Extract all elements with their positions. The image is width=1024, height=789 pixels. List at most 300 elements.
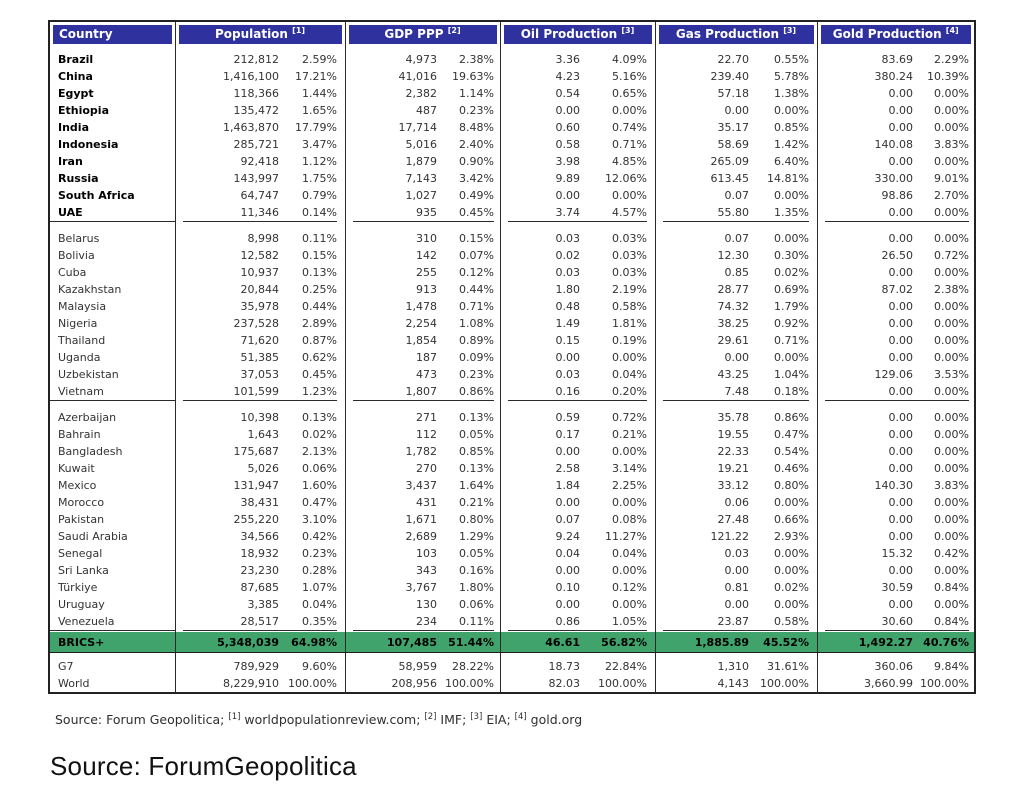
value-cell: 255,220 [233,513,279,526]
value-cell: 9.24 [555,530,580,543]
percent-cell: 0.00% [612,104,647,117]
value-cell: 935 [416,206,437,219]
value-cell: 1,643 [247,428,279,441]
value-cell: 82.03 [548,677,580,690]
value-cell: 38,431 [240,496,279,509]
percent-cell: 0.14% [302,206,337,219]
value-cell: 0.54 [555,87,580,100]
country-cell: Mexico [49,477,175,494]
percent-cell: 0.66% [774,513,809,526]
percent-cell: 0.71% [459,300,494,313]
value-cell: 2,254 [405,317,437,330]
percent-cell: 0.00% [934,300,969,313]
value-cell: 2,689 [405,530,437,543]
value-cell: 343 [416,564,437,577]
value-cell: 0.00 [888,300,913,313]
country-cell: Uganda [49,349,175,366]
percent-cell: 3.53% [934,368,969,381]
table-row [49,579,975,596]
value-cell: 26.50 [881,249,913,262]
value-cell: 0.59 [555,411,580,424]
percent-cell: 0.00% [774,547,809,560]
value-cell: 38.25 [717,317,749,330]
value-cell: 10,398 [240,411,279,424]
value-cell: 3.74 [555,206,580,219]
value-cell: 18,932 [240,547,279,560]
value-cell: 2.58 [555,462,580,475]
percent-cell: 0.86% [459,385,494,398]
value-cell: 5,016 [405,138,437,151]
value-cell: 11,346 [240,206,279,219]
value-cell: 0.00 [555,598,580,611]
percent-cell: 3.10% [302,513,337,526]
percent-cell: 4.85% [612,155,647,168]
percent-cell: 0.00% [612,351,647,364]
value-cell: 23,230 [240,564,279,577]
percent-cell: 0.04% [612,547,647,560]
value-cell: 15.32 [881,547,913,560]
table-row [49,68,975,85]
value-cell: 1.84 [555,479,580,492]
percent-cell: 2.93% [774,530,809,543]
footnote-ref: [1] [228,712,241,722]
value-cell: 0.07 [555,513,580,526]
footnote-ref: [3] [470,712,483,722]
value-cell: 118,366 [233,87,279,100]
value-cell: 0.00 [888,155,913,168]
country-cell: India [49,119,175,136]
country-cell: Uruguay [49,596,175,613]
value-cell: 208,956 [391,677,437,690]
value-cell: 0.16 [555,385,580,398]
country-cell: Russia [49,170,175,187]
percent-cell: 8.48% [459,121,494,134]
table-row [49,298,975,315]
percent-cell: 0.80% [459,513,494,526]
percent-cell: 1.79% [774,300,809,313]
country-cell: Pakistan [49,511,175,528]
table-row [49,264,975,281]
percent-cell: 3.42% [459,172,494,185]
country-cell: Bahrain [49,426,175,443]
percent-cell: 0.28% [302,564,337,577]
footnote-ref: [4] [945,25,959,35]
percent-cell: 0.00% [934,598,969,611]
percent-cell: 2.19% [612,283,647,296]
percent-cell: 0.00% [774,351,809,364]
percent-cell: 0.00% [774,496,809,509]
percent-cell: 1.04% [774,368,809,381]
table-row [49,596,975,613]
footnote-ref: [2] [424,712,437,722]
percent-cell: 0.05% [459,428,494,441]
percent-cell: 0.00% [934,428,969,441]
footnote-ref: [1] [292,25,306,35]
table-row [49,562,975,579]
value-cell: 17,714 [398,121,437,134]
value-cell: 98.86 [881,189,913,202]
country-cell: Nigeria [49,315,175,332]
percent-cell: 1.08% [459,317,494,330]
percent-cell: 1.42% [774,138,809,151]
table-row [49,477,975,494]
value-cell: 0.03 [555,368,580,381]
percent-cell: 0.92% [774,317,809,330]
value-cell: 0.00 [888,564,913,577]
footnote-ref: [3] [783,25,797,35]
value-cell: 380.24 [874,70,913,83]
value-cell: 28.77 [717,283,749,296]
percent-cell: 0.71% [774,334,809,347]
value-cell: 30.59 [881,581,913,594]
percent-cell: 1.23% [302,385,337,398]
percent-cell: 0.25% [302,283,337,296]
value-cell: 3,385 [247,598,279,611]
percent-cell: 56.82% [580,632,647,653]
value-cell: 7.48 [724,385,749,398]
percent-cell: 0.00% [934,462,969,475]
table-row [49,102,975,119]
percent-cell: 0.21% [459,496,494,509]
percent-cell: 1.75% [302,172,337,185]
value-cell: 0.58 [555,138,580,151]
value-cell: 34,566 [240,530,279,543]
percent-cell: 0.18% [774,385,809,398]
percent-cell: 17.79% [295,121,337,134]
percent-cell: 0.45% [459,206,494,219]
percent-cell: 0.08% [612,513,647,526]
group-separator [49,222,975,231]
percent-cell: 1.81% [612,317,647,330]
percent-cell: 0.00% [934,232,969,245]
value-cell: 0.07 [724,189,749,202]
table-row [49,632,975,653]
value-cell: 9.89 [555,172,580,185]
value-cell: 74.32 [717,300,749,313]
percent-cell: 1.29% [459,530,494,543]
value-cell: 0.03 [555,266,580,279]
percent-cell: 0.23% [302,547,337,560]
percent-cell: 1.60% [302,479,337,492]
percent-cell: 2.29% [934,53,969,66]
percent-cell: 0.03% [612,266,647,279]
percent-cell: 0.00% [612,496,647,509]
percent-cell: 0.00% [612,445,647,458]
country-cell: Morocco [49,494,175,511]
country-cell: Senegal [49,545,175,562]
percent-cell: 0.00% [934,513,969,526]
value-cell: 131,947 [233,479,279,492]
percent-cell: 12.06% [605,172,647,185]
value-cell: 0.00 [555,445,580,458]
country-cell: BRICS+ [49,632,175,653]
percent-cell: 0.90% [459,155,494,168]
value-cell: 0.10 [555,581,580,594]
value-cell: 0.00 [888,104,913,117]
value-cell: 41,016 [398,70,437,83]
table-row [49,511,975,528]
value-cell: 4,973 [405,53,437,66]
value-cell: 0.00 [724,598,749,611]
value-cell: 0.00 [888,411,913,424]
value-cell: 0.00 [888,206,913,219]
percent-cell: 100.00% [445,677,494,690]
value-cell: 121.22 [710,530,749,543]
value-cell: 12.30 [717,249,749,262]
column-header-gdp-ppp: GDP PPP [2] [345,21,500,46]
country-cell: Egypt [49,85,175,102]
percent-cell: 0.69% [774,283,809,296]
percent-cell: 0.45% [302,368,337,381]
table-row [49,613,975,631]
value-cell: 0.00 [888,351,913,364]
percent-cell: 0.16% [459,564,494,577]
country-cell: G7 [49,658,175,675]
value-cell: 71,620 [240,334,279,347]
country-cell: Iran [49,153,175,170]
data-table [48,20,976,694]
percent-cell: 100.00% [598,677,647,690]
value-cell: 0.00 [888,598,913,611]
percent-cell: 0.13% [302,266,337,279]
percent-cell: 0.00% [774,598,809,611]
value-cell: 0.00 [555,189,580,202]
value-cell: 46.61 [508,632,580,653]
percent-cell: 0.80% [774,479,809,492]
value-cell: 0.00 [555,351,580,364]
table-row [49,658,975,675]
column-header-population: Population [1] [175,21,345,46]
country-cell: Belarus [49,230,175,247]
value-cell: 1.80 [555,283,580,296]
value-cell: 0.00 [888,530,913,543]
percent-cell: 0.00% [774,104,809,117]
percent-cell: 17.21% [295,70,337,83]
value-cell: 1,027 [405,189,437,202]
value-cell: 103 [416,547,437,560]
value-cell: 1,885.89 [663,632,749,653]
country-cell: Ethiopia [49,102,175,119]
percent-cell: 0.85% [459,445,494,458]
country-cell: Azerbaijan [49,409,175,426]
percent-cell: 0.42% [302,530,337,543]
column-header-oil-production: Oil Production [3] [500,21,655,46]
value-cell: 3,767 [405,581,437,594]
value-cell: 0.00 [555,496,580,509]
country-cell: UAE [49,204,175,222]
percent-cell: 0.15% [302,249,337,262]
percent-cell: 0.06% [459,598,494,611]
percent-cell: 0.05% [459,547,494,560]
percent-cell: 0.00% [934,411,969,424]
percent-cell: 0.86% [774,411,809,424]
value-cell: 1,782 [405,445,437,458]
percent-cell: 0.00% [934,317,969,330]
value-cell: 0.86 [555,615,580,628]
table-row [49,119,975,136]
percent-cell: 0.11% [459,615,494,628]
percent-cell: 0.00% [934,206,969,219]
percent-cell: 0.00% [934,334,969,347]
percent-cell: 0.87% [302,334,337,347]
country-cell: Kuwait [49,460,175,477]
percent-cell: 0.19% [612,334,647,347]
table-row [49,247,975,264]
value-cell: 0.02 [555,249,580,262]
value-cell: 112 [416,428,437,441]
value-cell: 20,844 [240,283,279,296]
percent-cell: 100.00% [920,677,969,690]
value-cell: 1,463,870 [223,121,279,134]
value-cell: 87,685 [240,581,279,594]
percent-cell: 0.00% [612,189,647,202]
value-cell: 0.00 [724,564,749,577]
country-cell: South Africa [49,187,175,204]
percent-cell: 0.00% [934,564,969,577]
value-cell: 175,687 [233,445,279,458]
value-cell: 55.80 [717,206,749,219]
value-cell: 35,978 [240,300,279,313]
value-cell: 0.00 [555,564,580,577]
table-row [49,85,975,102]
column-header-gold-production: Gold Production [4] [817,21,975,46]
percent-cell: 45.52% [749,632,809,653]
table-row [49,51,975,68]
value-cell: 1,671 [405,513,437,526]
percent-cell: 0.44% [459,283,494,296]
percent-cell: 0.30% [774,249,809,262]
percent-cell: 0.89% [459,334,494,347]
table-header-row [49,21,975,46]
value-cell: 0.15 [555,334,580,347]
value-cell: 0.48 [555,300,580,313]
value-cell: 0.03 [724,547,749,560]
value-cell: 58,959 [398,660,437,673]
percent-cell: 0.00% [934,445,969,458]
percent-cell: 0.02% [302,428,337,441]
column-header-country: Country [49,21,175,46]
percent-cell: 0.35% [302,615,337,628]
percent-cell: 0.49% [459,189,494,202]
value-cell: 234 [416,615,437,628]
value-cell: 7,143 [405,172,437,185]
group-separator [49,401,975,410]
column-header-gas-production: Gas Production [3] [655,21,817,46]
footnote-ref: [4] [514,712,527,722]
percent-cell: 1.64% [459,479,494,492]
table-row [49,332,975,349]
value-cell: 0.00 [888,317,913,330]
percent-cell: 0.13% [302,411,337,424]
percent-cell: 0.72% [612,411,647,424]
percent-cell: 0.00% [934,496,969,509]
percent-cell: 0.20% [612,385,647,398]
percent-cell: 1.38% [774,87,809,100]
value-cell: 33.12 [717,479,749,492]
percent-cell: 4.57% [612,206,647,219]
percent-cell: 1.12% [302,155,337,168]
percent-cell: 40.76% [913,632,969,653]
percent-cell: 14.81% [767,172,809,185]
value-cell: 330.00 [874,172,913,185]
value-cell: 255 [416,266,437,279]
percent-cell: 2.89% [302,317,337,330]
percent-cell: 2.13% [302,445,337,458]
percent-cell: 5.16% [612,70,647,83]
value-cell: 10,937 [240,266,279,279]
value-cell: 92,418 [240,155,279,168]
percent-cell: 0.79% [302,189,337,202]
percent-cell: 4.09% [612,53,647,66]
country-cell: Venezuela [49,613,175,631]
value-cell: 187 [416,351,437,364]
value-cell: 19.21 [717,462,749,475]
percent-cell: 100.00% [760,677,809,690]
value-cell: 2,382 [405,87,437,100]
percent-cell: 0.62% [302,351,337,364]
percent-cell: 31.61% [767,660,809,673]
value-cell: 271 [416,411,437,424]
table-row [49,153,975,170]
value-cell: 0.06 [724,496,749,509]
value-cell: 1.49 [555,317,580,330]
value-cell: 58.69 [717,138,749,151]
percent-cell: 2.59% [302,53,337,66]
table-row [49,409,975,426]
table-row [49,675,975,693]
value-cell: 0.60 [555,121,580,134]
value-cell: 35.17 [717,121,749,134]
country-cell: Bangladesh [49,443,175,460]
table-row [49,494,975,511]
country-cell: Indonesia [49,136,175,153]
table-row [49,230,975,247]
footnote-ref: [3] [621,25,635,35]
percent-cell: 64.98% [279,632,337,653]
value-cell: 22.33 [717,445,749,458]
percent-cell: 11.27% [605,530,647,543]
percent-cell: 2.70% [934,189,969,202]
percent-cell: 0.00% [934,121,969,134]
country-cell: Saudi Arabia [49,528,175,545]
value-cell: 0.00 [555,104,580,117]
percent-cell: 0.00% [934,351,969,364]
percent-cell: 1.44% [302,87,337,100]
value-cell: 239.40 [710,70,749,83]
value-cell: 143,997 [233,172,279,185]
caption: Source: ForumGeopolitica [50,751,357,782]
value-cell: 0.00 [888,385,913,398]
value-cell: 51,385 [240,351,279,364]
percent-cell: 0.00% [612,564,647,577]
percent-cell: 0.00% [934,530,969,543]
percent-cell: 0.55% [774,53,809,66]
country-cell: Türkiye [49,579,175,596]
country-cell: China [49,68,175,85]
value-cell: 35.78 [717,411,749,424]
value-cell: 0.00 [888,121,913,134]
country-cell: Kazakhstan [49,281,175,298]
percent-cell: 0.09% [459,351,494,364]
percent-cell: 28.22% [452,660,494,673]
percent-cell: 0.47% [774,428,809,441]
percent-cell: 2.25% [612,479,647,492]
percent-cell: 0.47% [302,496,337,509]
percent-cell: 0.42% [934,547,969,560]
percent-cell: 2.40% [459,138,494,151]
country-cell: Uzbekistan [49,366,175,383]
value-cell: 613.45 [710,172,749,185]
